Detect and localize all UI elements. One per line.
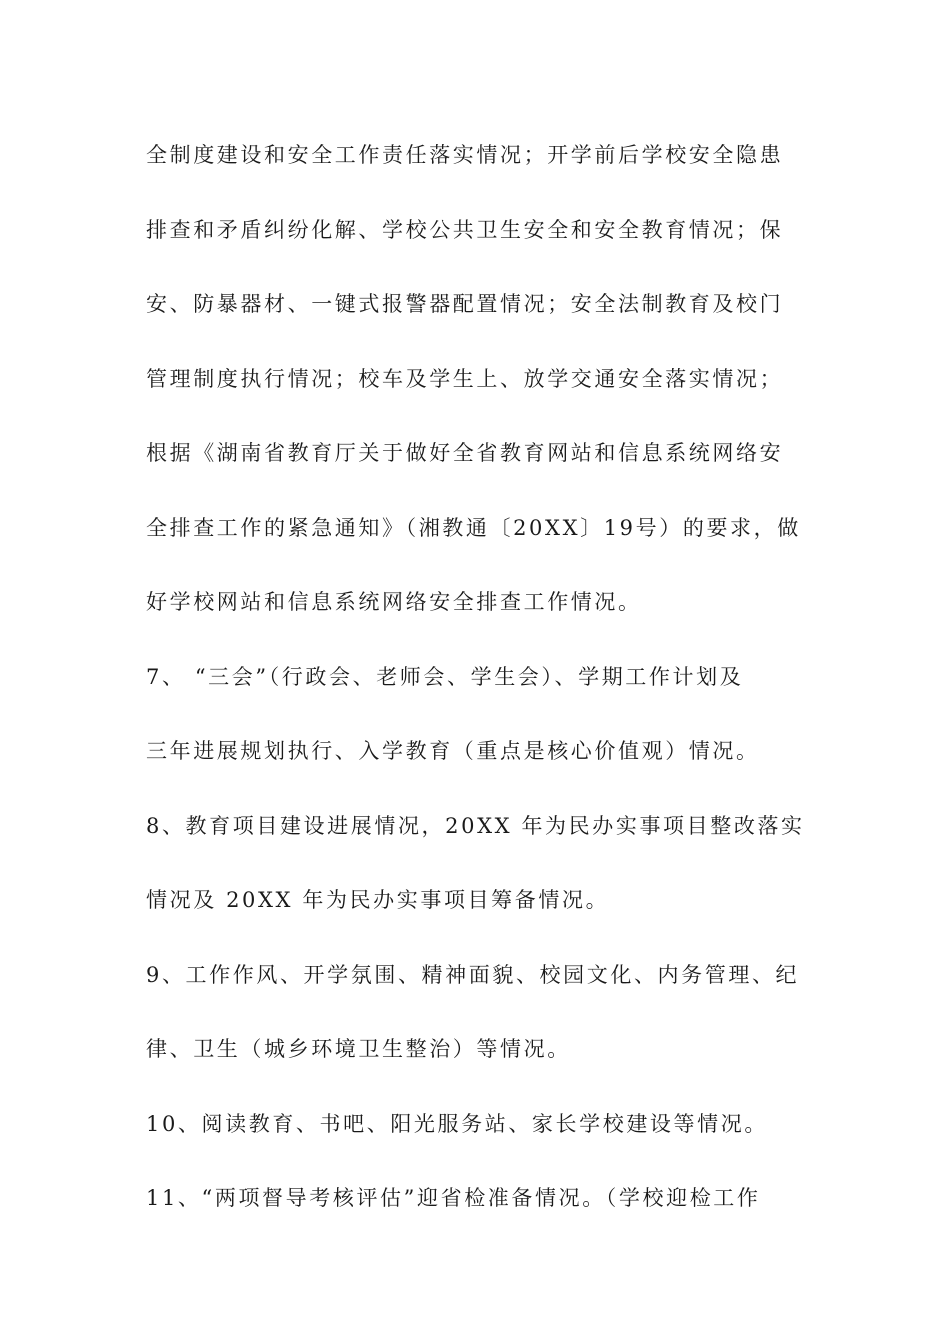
text-line: 全制度建设和安全工作责任落实情况；开学前后学校安全隐患 [146,143,784,167]
list-item-7: 7、 “三会”（行政会、老师会、学生会）、学期工作计划及 [146,664,744,689]
list-item-9: 9、工作作风、开学氛围、精神面貌、校园文化、内务管理、纪 [146,962,800,987]
text-line: 全排查工作的紧急通知》（湘教通〔20XX〕19号）的要求，做 [146,515,801,540]
text-line: 安、防暴器材、一键式报警器配置情况；安全法制教育及校门 [146,292,784,316]
text-line: 排查和矛盾纠纷化解、学校公共卫生安全和安全教育情况；保 [146,217,784,242]
list-item-10: 10、阅读教育、书吧、阳光服务站、家长学校建设等情况。 [146,1111,768,1136]
text-line: 好学校网站和信息系统网络安全排查工作情况。 [146,590,642,614]
text-line: 管理制度执行情况；校车及学生上、放学交通安全落实情况； [146,366,784,391]
text-line: 律、卫生（城乡环境卫生整治）等情况。 [146,1037,571,1061]
document-body [146,132,808,1250]
list-item-8: 8、教育项目建设进展情况，20XX 年为民办实事项目整改落实 [146,813,805,838]
text-line: 根据《湖南省教育厅关于做好全省教育网站和信息系统网络安 [146,441,784,465]
text-line: 情况及 20XX 年为民办实事项目筹备情况。 [146,888,610,912]
text-line: 三年进展规划执行、入学教育（重点是核心价值观）情况。 [146,739,760,763]
list-item-11: 11、“两项督导考核评估”迎省检准备情况。（学校迎检工作 [146,1186,761,1210]
